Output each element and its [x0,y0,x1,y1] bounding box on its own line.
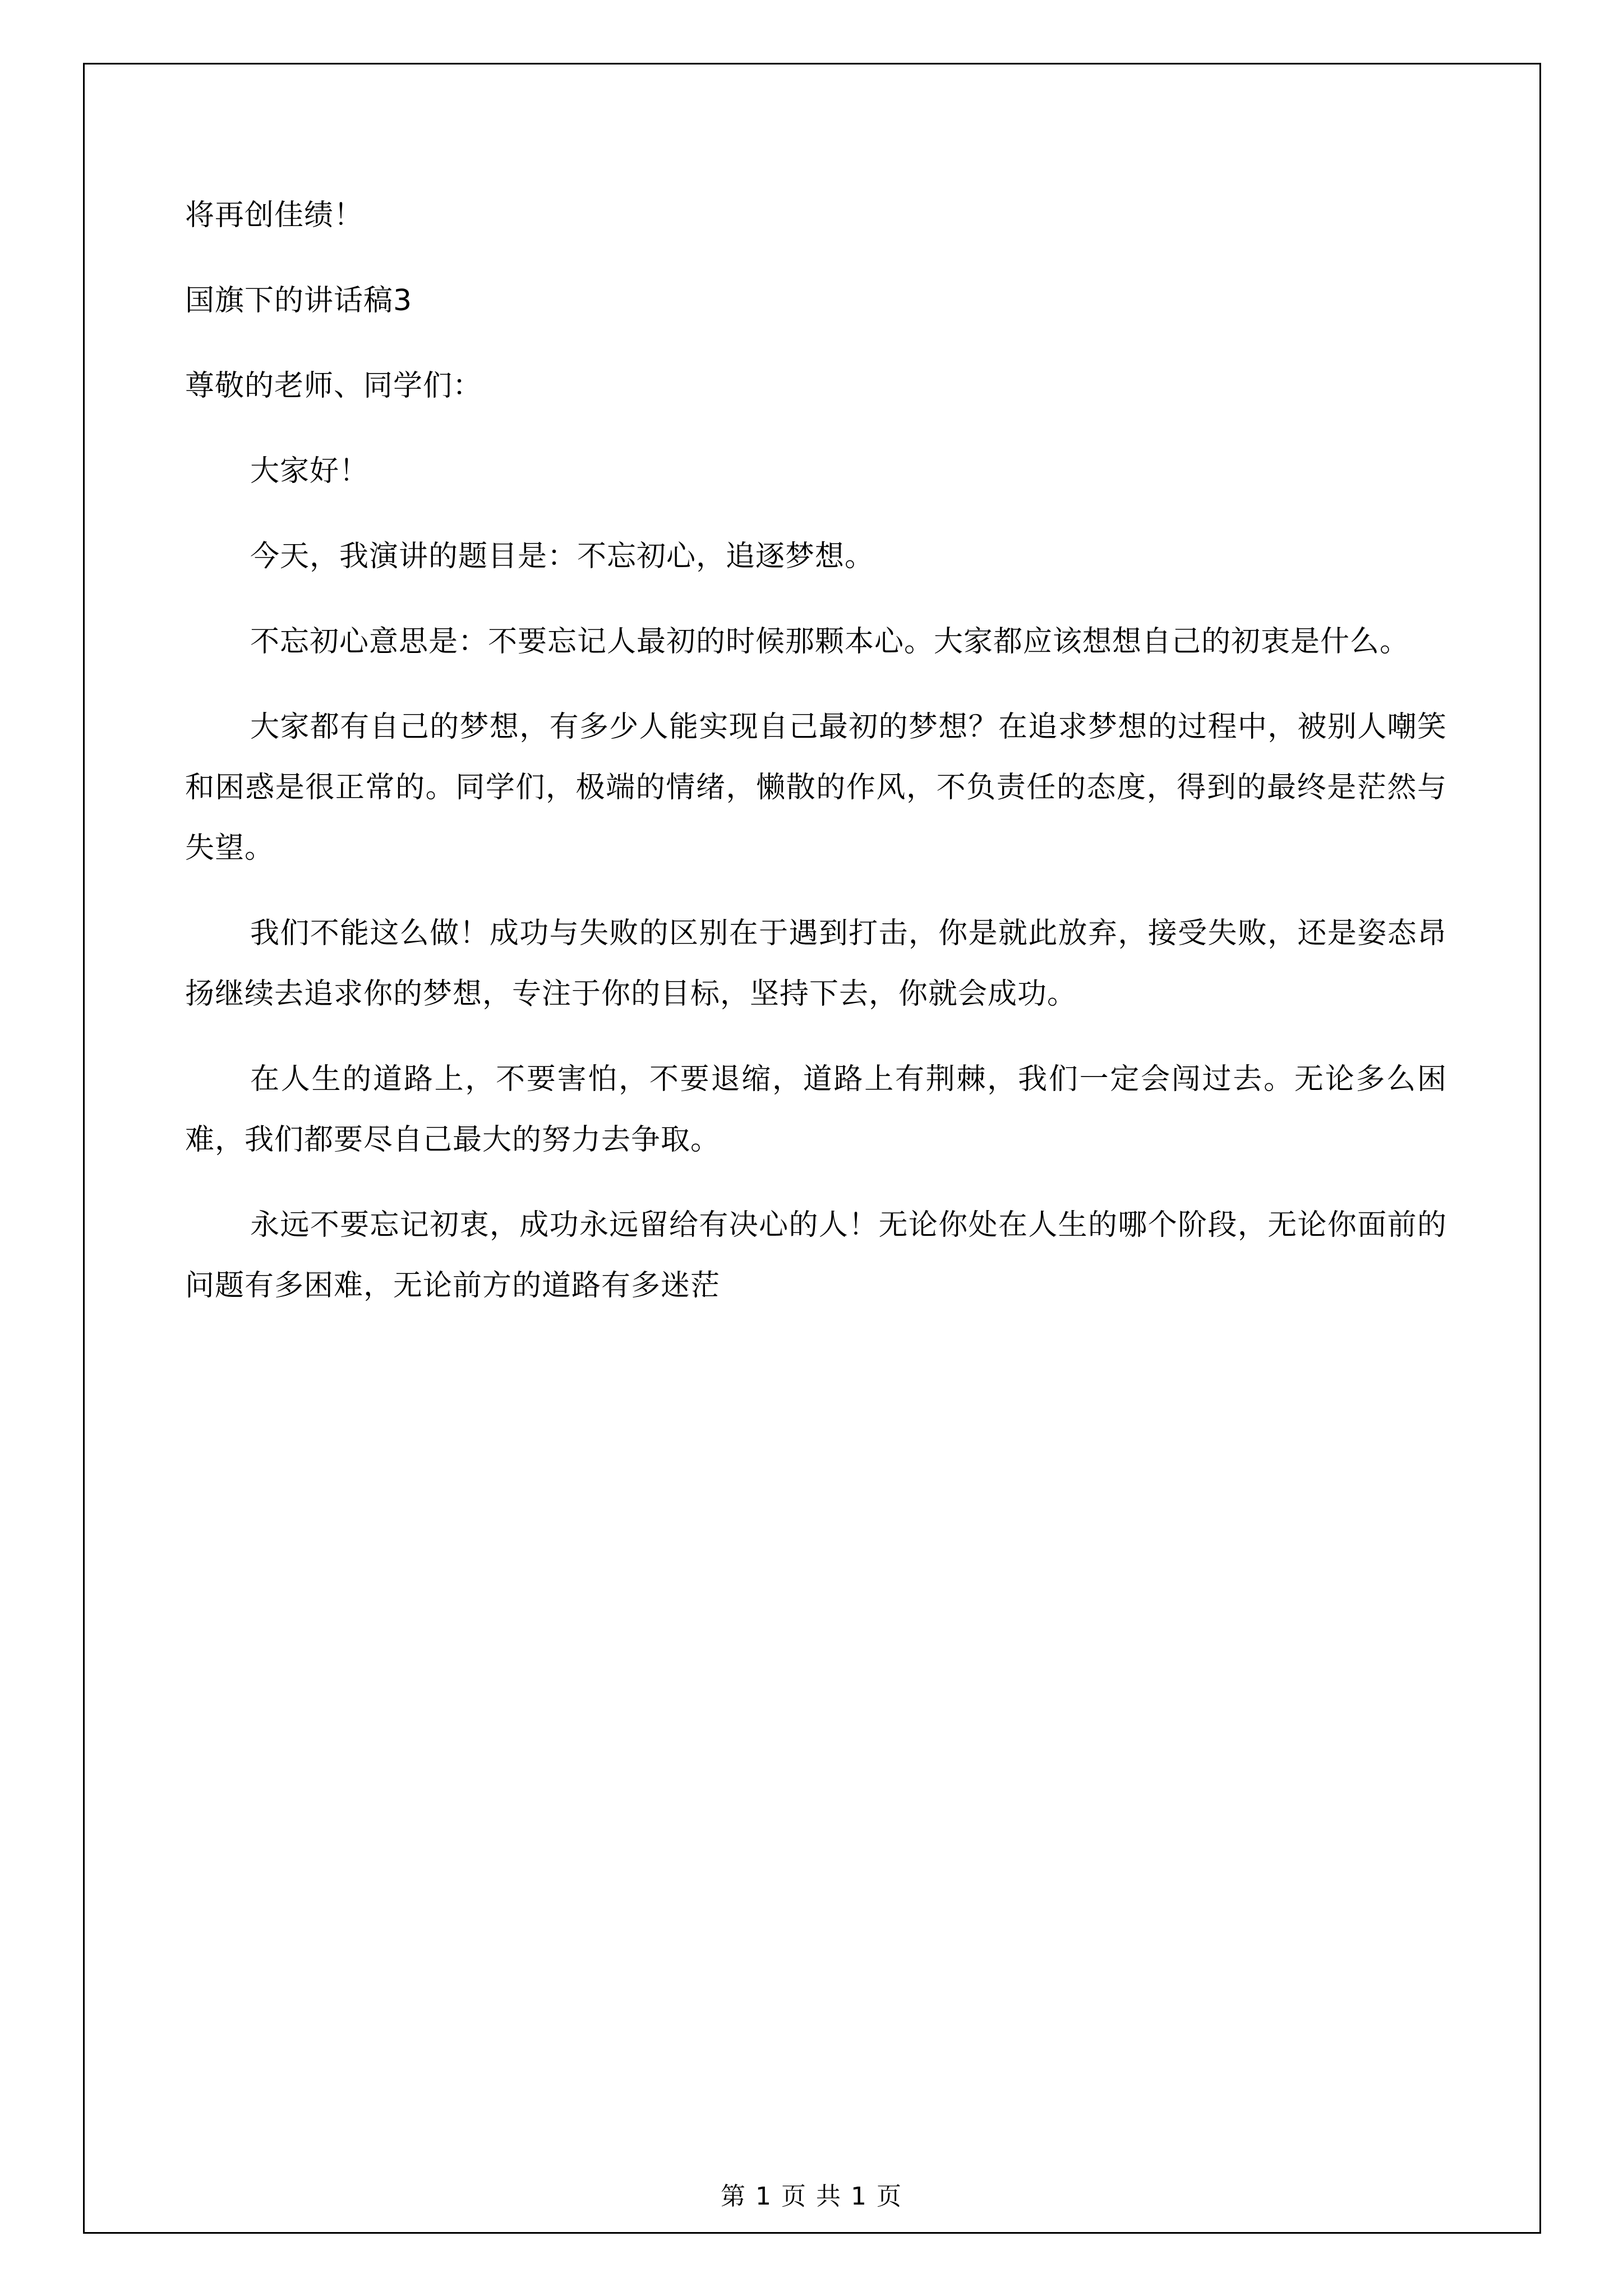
paragraph: 永远不要忘记初衷，成功永远留给有决心的人！无论你处在人生的哪个阶段，无论你面前的问题有多困难，无论前方的道路有多迷茫 [185,1208,1447,1303]
page-footer: 第 1 页 共 1 页 [721,2182,902,2211]
paragraph-heading: 国旗下的讲话稿3 [185,284,413,318]
paragraph: 不忘初心意思是：不要忘记人最初的时候那颗本心。大家都应该想想自己的初衷是什么。 [250,625,1410,659]
paragraph: 大家好！ [250,454,370,488]
paragraph: 将再创佳绩！ [185,199,364,232]
document-body [185,185,1447,1341]
paragraph: 在人生的道路上，不要害怕，不要退缩，道路上有荆棘，我们一定会闯过去。无论多么困难，我们都要尽自己最大的努力去争取。 [185,1062,1447,1157]
paragraph-salutation: 尊敬的老师、同学们： [185,369,483,403]
paragraph: 大家都有自己的梦想，有多少人能实现自己最初的梦想？在追求梦想的过程中，被别人嘲笑和困惑是很正常的。同学们，极端的情绪，懒散的作风，不负责任的态度，得到的最终是茫然与失望。 [185,710,1447,865]
paragraph: 今天，我演讲的题目是：不忘初心，追逐梦想。 [250,540,875,573]
paragraph: 我们不能这么做！成功与失败的区别在于遇到打击，你是就此放弃，接受失败，还是姿态昂扬继续去追求你的梦想，专注于你的目标，坚持下去，你就会成功。 [185,917,1447,1011]
